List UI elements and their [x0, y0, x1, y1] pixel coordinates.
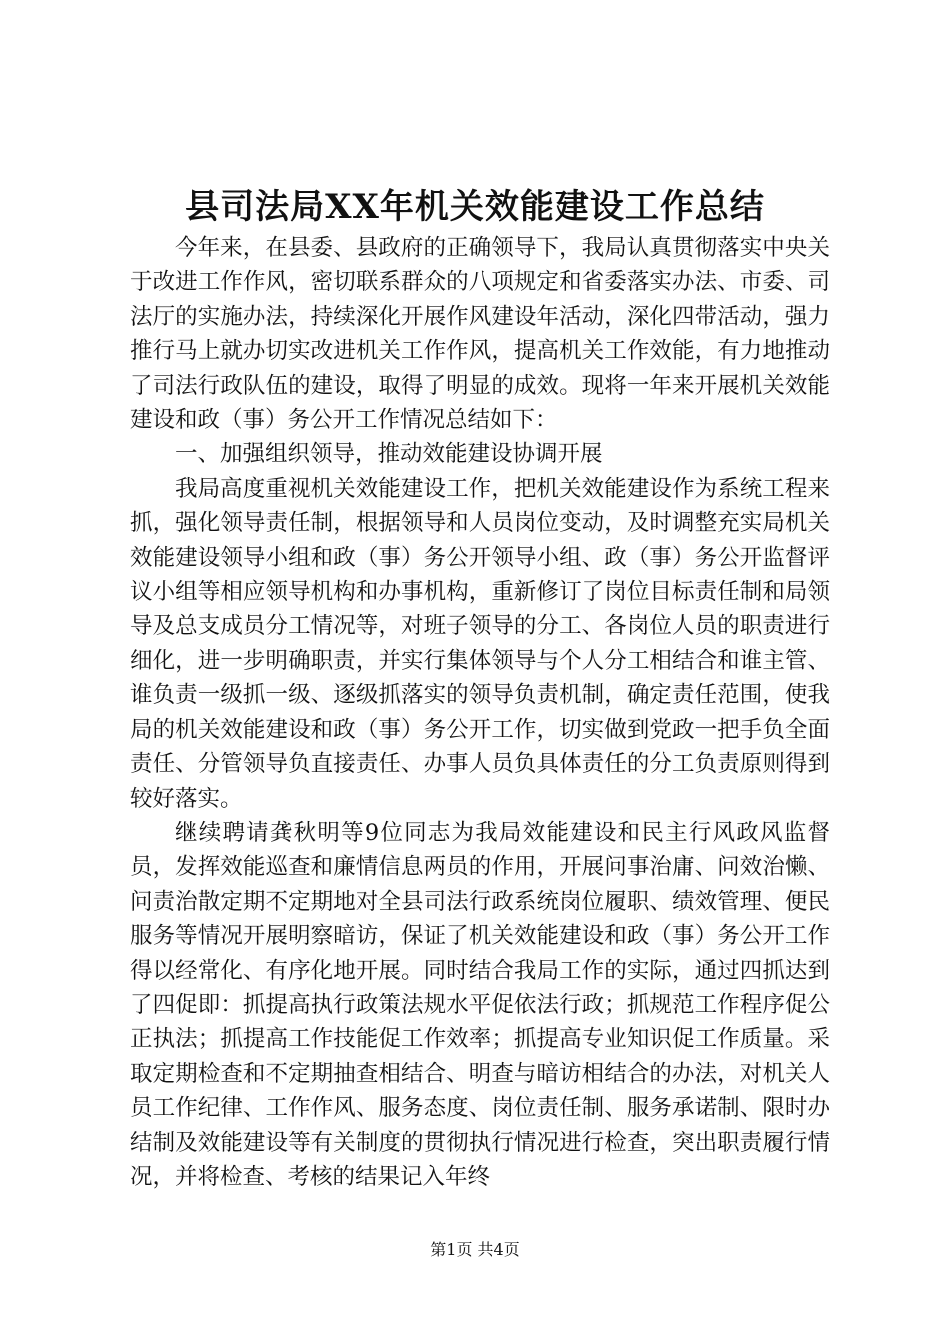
paragraph-organization: 我局高度重视机关效能建设工作，把机关效能建设作为系统工程来抓，强化领导责任制，根据领导和人员岗位变动，及时调整充实局机关效能建设领导小组和政（事）务公开领导小组、政（事）务公开监督评议小组等相应领导机构和办事机构，重新修订了岗位目标责任制和局领导及总支成员分工情况等，对班子领导的分工、各岗位人员的职责进行细化，进一步明确职责，并实行集体领导与个人分工相结合和谁主管、谁负责一级抓一级、逐级抓落实的领导负责机制，确定责任范围，使我局的机关效能建设和政（事）务公开工作，切实做到党政一把手负全面责任、分管领导负直接责任、办事人员负具体责任的分工负责原则得到较好落实。	[130, 475, 830, 812]
paragraph-supervision: 继续聘请龚秋明等9位同志为我局效能建设和民主行风政风监督员，发挥效能巡查和廉情信息两员的作用，开展问事治庸、问效治懒、问责治散定期不定期地对全县司法行政系统岗位履职、绩效管理、便民服务等情况开展明察暗访，保证了机关效能建设和政（事）务公开工作得以经常化、有序化地开展。同时结合我局工作的实际，通过四抓达到了四促即：抓提高执行政策法规水平促依法行政；抓规范工作程序促公正执法；抓提高工作技能促工作效率；抓提高专业知识促工作质量。采取定期检查和不定期抽查相结合、明查与暗访相结合的办法，对机关人员工作纪律、工作作风、服务态度、岗位责任制、服务承诺制、限时办结制及效能建设等有关制度的贯彻执行情况进行检查，突出职责履行情况，并将检查、考核的结果记入年终	[130, 819, 830, 1190]
section-heading: 一、加强组织领导，推动效能建设协调开展	[175, 441, 603, 468]
paragraph-intro: 今年来，在县委、县政府的正确领导下，我局认真贯彻落实中央关于改进工作作风，密切联系群众的八项规定和省委落实办法、市委、司法厅的实施办法，持续深化开展作风建设年活动，深化四带活动，强力推行马上就办切实改进机关工作作风，提高机关工作效能，有力地推动了司法行政队伍的建设，取得了明显的成效。现将一年来开展机关效能建设和政（事）务公开工作情况总结如下：	[130, 235, 830, 434]
document-title: 县司法局XX年机关效能建设工作总结	[185, 187, 765, 227]
page-number: 第1页 共4页	[430, 1240, 520, 1259]
document-body	[130, 231, 830, 1194]
